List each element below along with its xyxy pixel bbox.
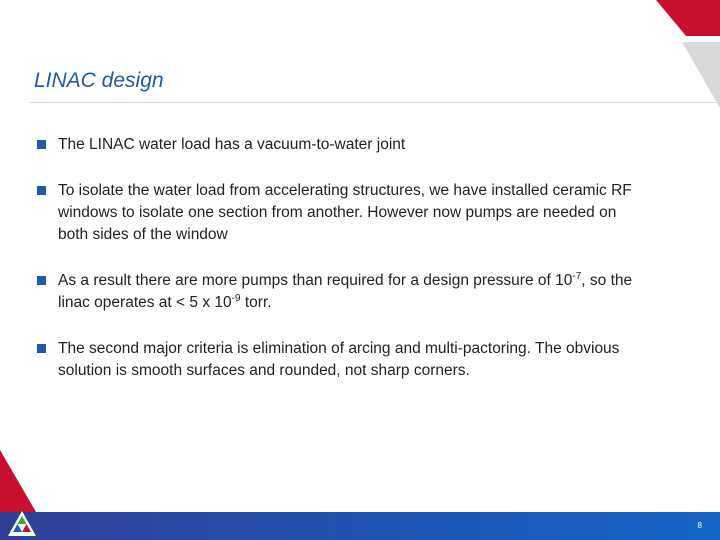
bullet-list (37, 134, 647, 382)
bullet-text-middle: , so the linac operates at < 5 x 10 (58, 272, 633, 311)
logo-triangle-icon (7, 510, 37, 537)
corner-decoration-top-right (656, 0, 720, 108)
slide-title: LINAC design (34, 69, 164, 92)
bullet-text: To isolate the water load from accelerating structures, we have installed ceramic RF windows to isolate one section from another. However now pumps are needed on both sides of the window (58, 182, 632, 243)
title-divider (30, 102, 720, 103)
page-number: 8 (697, 521, 702, 530)
bullet-text: The LINAC water load has a vacuum-to-water joint (58, 136, 406, 153)
bullet-text: The second major criteria is elimination of arcing and multi-pactoring. The obvious solution is smooth surfaces and rounded, not sharp corners. (58, 340, 620, 379)
bullet-item (37, 180, 647, 246)
bullet-text-start: As a result there are more pumps than required for a design pressure of 10 (58, 272, 573, 289)
bullet-square-icon (37, 140, 46, 149)
bullet-square-icon (37, 276, 46, 285)
bullet-item (37, 338, 647, 382)
footer-bar (0, 512, 720, 540)
bullet-square-icon (37, 344, 46, 353)
exponent: -7 (572, 270, 582, 282)
bullet-item (37, 270, 647, 314)
exponent: -9 (231, 292, 241, 304)
bullet-text-end: torr. (240, 294, 272, 311)
bullet-item (37, 134, 647, 156)
bullet-square-icon (37, 186, 46, 195)
